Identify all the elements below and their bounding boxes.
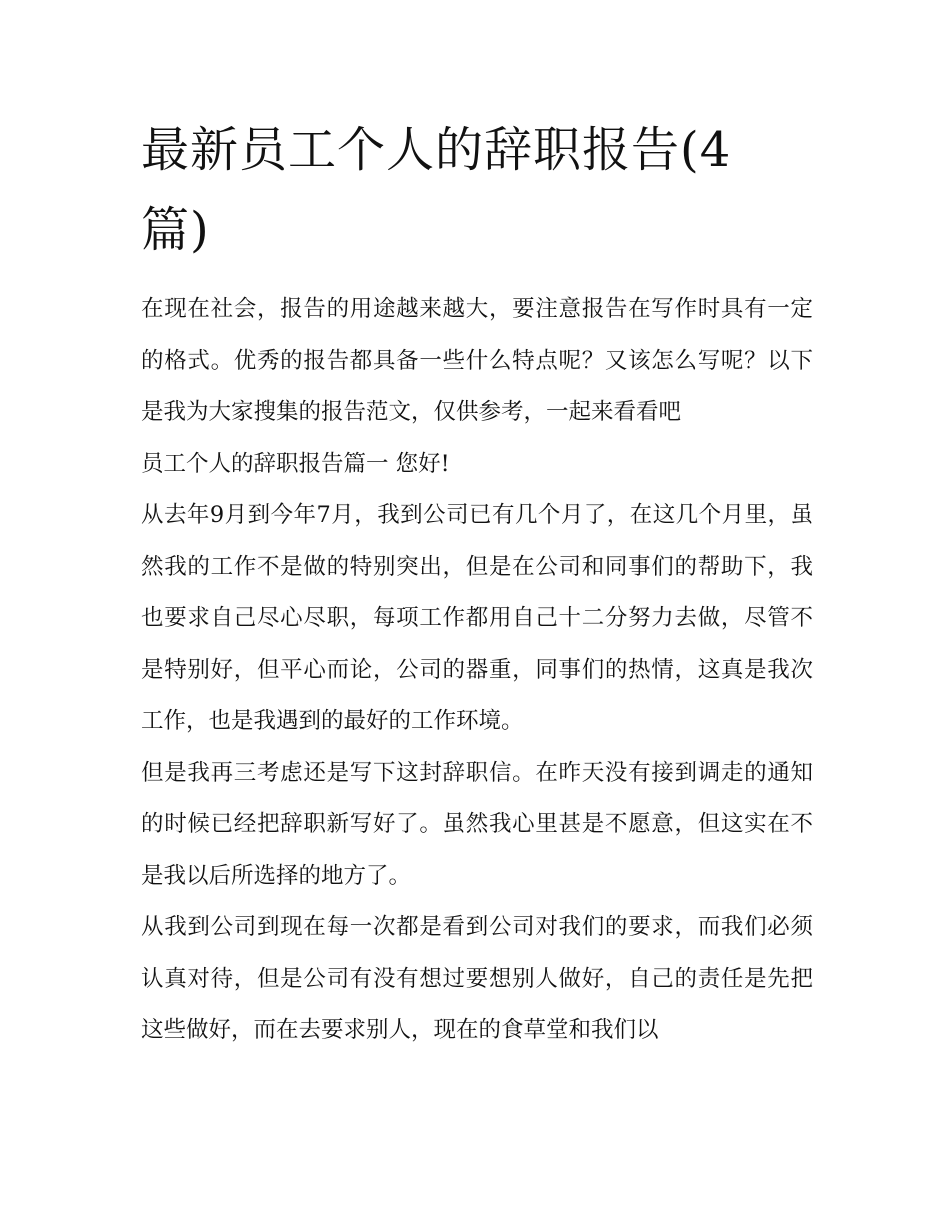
document-title: 最新员工个人的辞职报告(4篇) [141, 122, 732, 258]
paragraph-body-2: 但是我再三考虑还是写下这封辞职信。在昨天没有接到调走的通知的时候已经把辞职新写好了。虽然我心里甚是不愿意，但这实在不是我以后所选择的地方了。 [141, 759, 813, 889]
paragraph-greeting: 员工个人的辞职报告篇一 您好! [141, 450, 450, 477]
document-page [141, 110, 813, 1057]
paragraph-body-3: 从我到公司到现在每一次都是看到公司对我们的要求，而我们必须认真对待，但是公司有没有想过要想别人做好，自己的责任是先把这些做好，而在去要求别人，现在的食草堂和我们以 [141, 914, 813, 1043]
paragraph-body-1: 从去年9月到今年7月，我到公司已有几个月了，在这几个月里，虽然我的工作不是做的特别突出，但是在公司和同事们的帮助下，我也要求自己尽心尽职，每项工作都用自己十二分努力去做，尽管不是特别好，但平心而论，公司的器重，同事们的热情，这真是我次工作，也是我遇到的最好的工作环境。 [141, 502, 813, 734]
paragraph-intro: 在现在社会，报告的用途越来越大，要注意报告在写作时具有一定的格式。优秀的报告都具备一些什么特点呢？又该怎么写呢？以下是我为大家搜集的报告范文，仅供参考，一起来看看吧 [141, 296, 813, 425]
